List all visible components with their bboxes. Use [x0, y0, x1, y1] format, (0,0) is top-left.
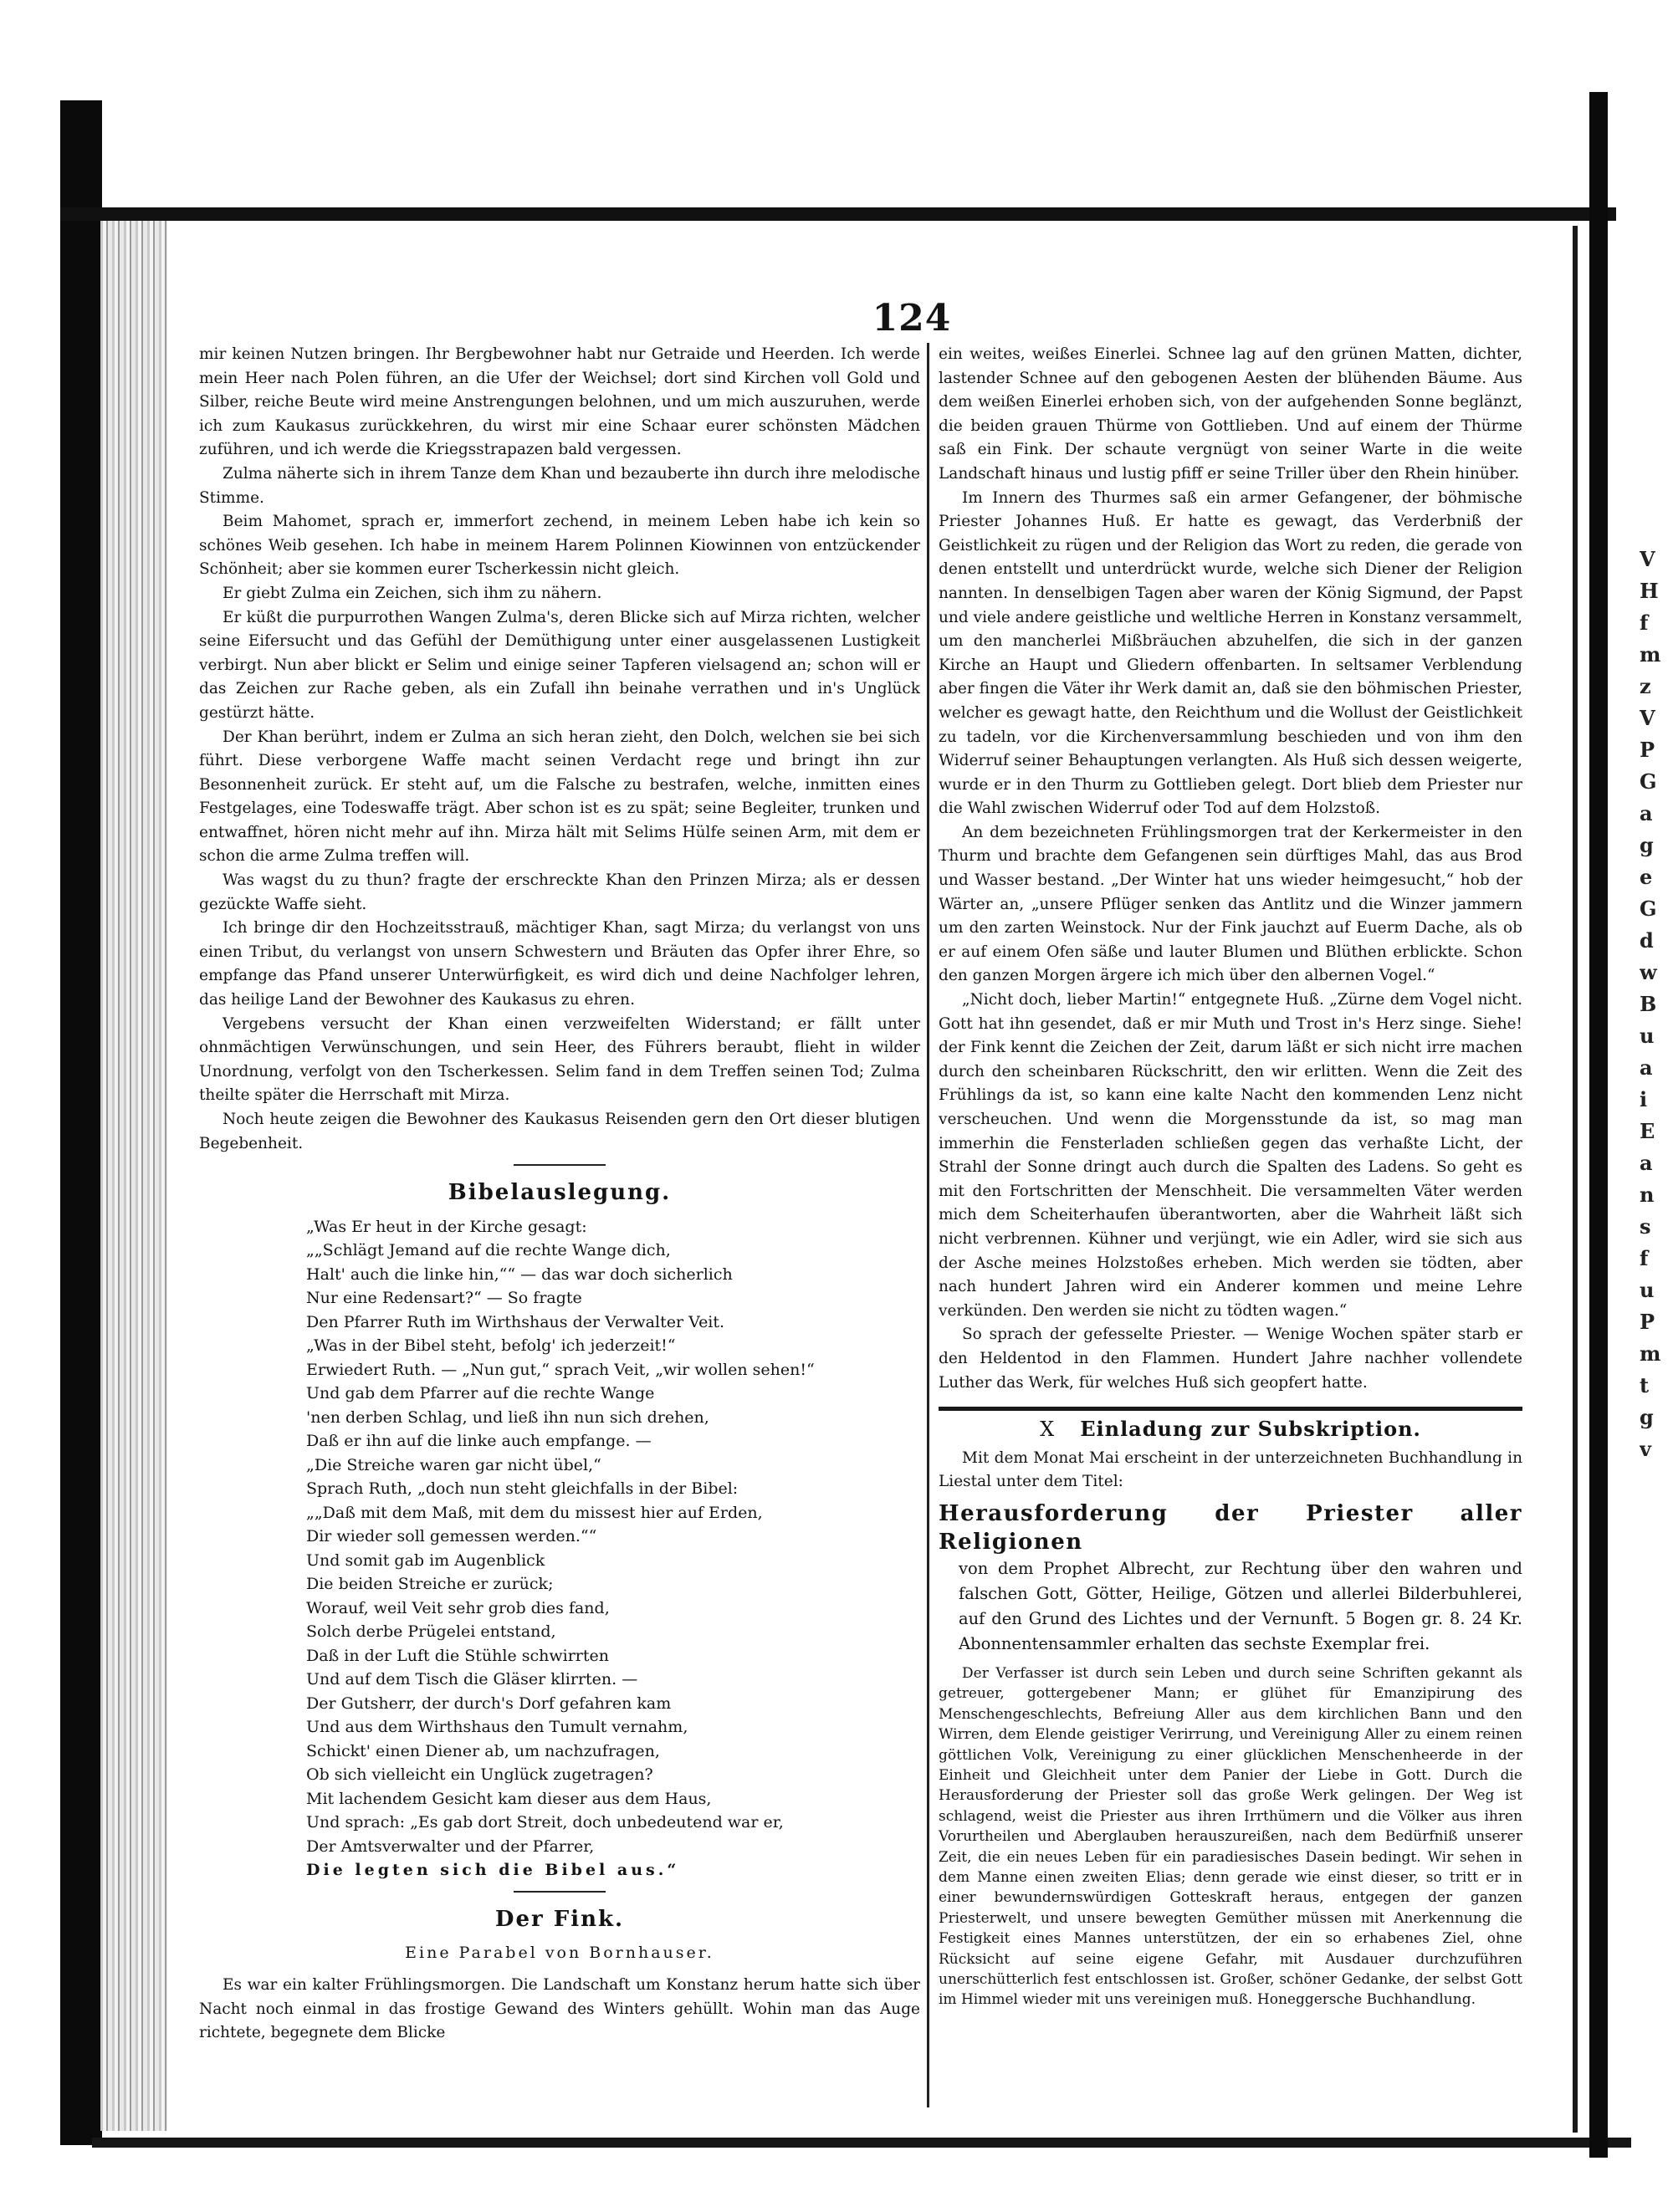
paragraph: An dem bezeichneten Frühlingsmorgen trat der Kerkermeister in den Thurm und brachte dem Gefangenen sein dürftiges Mahl, das aus Brod und Wasser bestand. „Der Winter hat uns wieder heimgesucht,“ hob der Wärter an, „unsere Pflüger senken das Antlitz und die Winzer jammern um den zarten Weinstock. Nur der Fink jauchzt auf Euerm Dache, als ob er auf einem Ofen säße und lauter Blumen und Blüthen erblickte. Schon den ganzen Morgen ärgere ich mich über den albernen Vogel.“ — [939, 823, 1522, 985]
poem-line: Den Pfarrer Ruth im Wirthshaus der Verwalter Veit. — [306, 1312, 725, 1331]
story-opening: Es war ein kalter Frühlingsmorgen. Die Landschaft um Konstanz herum hatte sich über Nacht noch einmal in das frostige Gewand des Winters gehüllt. Wohin man das Auge richtete, begegnete dem Blicke — [199, 1975, 920, 2042]
poem-line: Die beiden Streiche er zurück; — [306, 1575, 554, 1594]
poem-line: Ob sich vielleicht ein Unglück zugetragen? — [306, 1765, 653, 1785]
adjacent-page-letter: v — [1640, 1437, 1651, 1461]
right-column — [939, 343, 1522, 2010]
right-column-paragraphs — [939, 343, 1522, 1395]
advertisement-title — [939, 1418, 1522, 1442]
adjacent-page-letter: u — [1640, 1278, 1655, 1302]
section-rule — [514, 1891, 606, 1893]
poem-line: Sprach Ruth, „doch nun steht gleichfalls in der Bibel: — [306, 1479, 739, 1499]
advertisement-intro: Mit dem Monat Mai erscheint in der unterzeichneten Buchhandlung in Liestal unter dem Titel: — [939, 1448, 1522, 1491]
poem-line: Mit lachendem Gesicht kam dieser aus dem Haus, — [306, 1789, 712, 1808]
poem-line: „Die Streiche waren gar nicht übel,“ — [306, 1455, 601, 1474]
paragraph: Der Khan berührt, indem er Zulma an sich heran zieht, den Dolch, welchen sie bei sich führt. Diese verborgene Waffe macht seinen Verdacht rege und bringt ihn zur Besonnenheit zurück. Er steht auf, um die Falsche zu bestrafen, welche, inmitten eines Festgelages, eine Todeswaffe trägt. Aber schon ist es zu spät; seine Begleiter, trunken und entwaffnet, hören nicht mehr auf ihn. Mirza hält mit Selims Hülfe seinen Arm, mit dem er schon die arme Zulma treffen will. — [199, 728, 920, 866]
book-spine-edge — [100, 216, 167, 2131]
poem-line: Daß er ihn auf die linke auch empfange. — — [306, 1432, 652, 1451]
adjacent-page-letter: f — [1640, 1246, 1649, 1270]
adjacent-page-letter: G — [1640, 897, 1657, 921]
adjacent-page-letter: i — [1640, 1087, 1648, 1111]
poem-line: Halt' auch die linke hin,““ — das war doch sicherlich — [306, 1264, 733, 1284]
page-right-rule — [1573, 226, 1578, 2133]
left-column — [199, 343, 920, 2046]
scan-bottom-border — [92, 2138, 1631, 2148]
poem-line: Und gab dem Pfarrer auf die rechte Wange — [306, 1384, 655, 1403]
left-column-paragraphs — [199, 343, 920, 1156]
advertisement-rule — [939, 1407, 1522, 1411]
poem-line: Und aus dem Wirthshaus den Tumult vernahm, — [306, 1718, 688, 1737]
scan-top-border — [60, 207, 1616, 221]
poem-line: 'nen derben Schlag, und ließ ihn nun sich drehen, — [306, 1407, 709, 1427]
adjacent-page-letter: m — [1640, 1341, 1661, 1366]
adjacent-page-letter: s — [1640, 1214, 1651, 1239]
poem-line: Nur eine Redensart?“ — So fragte — [306, 1289, 582, 1308]
section-rule — [514, 1164, 606, 1166]
scan-left-edge — [60, 100, 102, 2145]
adjacent-page-letter: w — [1640, 960, 1657, 984]
paragraph: Noch heute zeigen die Bewohner des Kaukasus Reisenden gern den Ort dieser blutigen Begebenheit. — [199, 1111, 920, 1152]
paragraph: Ich bringe dir den Hochzeitsstrauß, mächtiger Khan, sagt Mirza; du verlangst von uns einen Tribut, du verlangst von unsern Schwestern und Bräuten das Opfer ihrer Ehre, so empfange das Pfand unserer Unterwürfigkeit, es wird dich und deine Nachfolger lehren, das heilige Land der Bewohner des Kaukasus zu ehren. — [199, 919, 920, 1009]
paragraph: Vergebens versucht der Khan einen verzweifelten Widerstand; er fällt unter ohnmächtigen Verwünschungen, und sein Heer, des Führers beraubt, flieht in wilder Unordnung, verfolgt von den Tscherkessen. Selim fand in dem Treffen seinen Tod; Zulma theilte später die Herrschaft mit Mirza. — [199, 1014, 920, 1105]
adjacent-page-letter: d — [1640, 928, 1654, 953]
adjacent-page-letter: f — [1640, 610, 1649, 635]
paragraph: Er giebt Zulma ein Zeichen, sich ihm zu nähern. — [223, 584, 602, 602]
adjacent-page-letter: P — [1640, 1310, 1655, 1334]
adjacent-page-letter: m — [1640, 642, 1661, 667]
poem-line: Und somit gab im Augenblick — [306, 1550, 545, 1570]
poem-line: „„Schlägt Jemand auf die rechte Wange dich, — [306, 1241, 671, 1260]
advertisement-book-title: Herausforderung der Priester aller Religionen — [939, 1500, 1522, 1555]
adjacent-page-letter: P — [1640, 738, 1655, 762]
adjacent-page-letter: z — [1640, 674, 1651, 698]
adjacent-page-letter: a — [1640, 801, 1653, 825]
adjacent-page-letter: g — [1640, 833, 1654, 857]
paragraph: „Nicht doch, lieber Martin!“ entgegnete Huß. „Zürne dem Vogel nicht. Gott hat ihn gesendet, daß er mir Muth und Trost in's Herz singe. Siehe! der Fink kennt die Zeichen der Zeit, darum läßt er sich nicht irre machen durch den scheinbaren Rückschritt, den wir erlitten. Wenn die Zeit des Frühlings da ist, so kann eine kalte Nacht den kommenden Lenz nicht verscheuchen. Und wenn die Morgensstunde da ist, so mag man immerhin die Fensterladen schließen gegen das verhaßte Licht, der Strahl der Sonne dringt auch durch die Spalten des Ladens. So geht es mit den Fortschritten der Menschheit. Die versammelten Väter werden mich dem Scheiterhaufen überantworten, aber die Wahrheit läßt sich nicht verbrennen. Kühner und verjüngt, wie ein Adler, wird sie sich aus der Asche meines Holzstoßes erheben. Mich werden sie tödten, aber nach hundert Jahren wird ein Anderer kommen und meine Lehre verkünden. Den werden sie nicht zu tödten wagen.“ — [939, 991, 1522, 1320]
adjacent-page-letter: a — [1640, 1055, 1653, 1080]
poem-line: „Was Er heut in der Kirche gesagt: — [306, 1217, 587, 1236]
poem-line: Die legten sich die Bibel aus.“ — [306, 1861, 680, 1880]
adjacent-page-letter: e — [1640, 865, 1653, 889]
paragraph: So sprach der gefesselte Priester. — Wenige Wochen später starb er den Heldentod in den Flammen. Hundert Jahre nachher vollendete Luther das Werk, für welches Huß sich geopfert hatte. — [939, 1326, 1522, 1392]
scan-gutter-shadow — [1589, 92, 1608, 2158]
paragraph: Was wagst du zu thun? fragte der erschreckte Khan den Prinzen Mirza; als er dessen gezückte Waffe sieht. — [199, 871, 920, 913]
poem-line: Worauf, weil Veit sehr grob dies fand, — [306, 1598, 610, 1617]
page-number: 124 — [872, 297, 952, 340]
adjacent-page-letter: u — [1640, 1024, 1655, 1048]
adjacent-page-letter: G — [1640, 769, 1657, 794]
advertisement-book-details: von dem Prophet Albrecht, zur Rechtung über den wahren und falschen Gott, Götter, Heilige, Götzen und allerlei Bilderbuhlerei, auf den Grund des Lichtes und der Vernunft. 5 Bogen gr. 8. 24 Kr. Abonnentensammler erhalten das sechste Exemplar frei. — [959, 1558, 1522, 1653]
adjacent-page-letter: a — [1640, 1151, 1653, 1175]
poem-line: Der Gutsherr, der durch's Dorf gefahren kam — [306, 1693, 672, 1713]
paragraph: Zulma näherte sich in ihrem Tanze dem Khan und bezauberte ihn durch ihre melodische Stimme. — [199, 464, 920, 507]
paragraph: Beim Mahomet, sprach er, immerfort zechend, in meinem Leben habe ich kein so schönes Weib gesehen. Ich habe in meinem Harem Polinnen Kiowinnen von entzückender Schönheit; aber sie kommen eurer Tscherkessin nicht gleich. — [199, 513, 920, 579]
poem-line: Erwiedert Ruth. — „Nun gut,“ sprach Veit, „wir wollen sehen!“ — [306, 1360, 815, 1379]
poem — [199, 1215, 920, 1882]
poem-line: Und sprach: „Es gab dort Streit, doch unbedeutend war er, — [306, 1813, 784, 1832]
adjacent-page-letter: V — [1640, 547, 1655, 571]
story-subtitle: Eine Parabel von Bornhauser. — [405, 1944, 714, 1963]
paragraph: Er küßt die purpurrothen Wangen Zulma's, deren Blicke sich auf Mirza richten, welcher seine Eifersucht und das Gefühl der Demüthigung unter einer ausgelassenen Lustigkeit verbirgt. Nun aber blickt er Selim und einige seiner Tapferen vielsagend an; schon will er das Zeichen zur Rache geben, als ein Zufall ihn beinahe verrathen und in's Unglück gestürzt hätte. — [199, 608, 920, 722]
story-title: Der Fink. — [494, 1906, 625, 1932]
adjacent-page-letter: V — [1640, 706, 1655, 730]
poem-title: Bibelauslegung. — [448, 1180, 672, 1206]
poem-line: Solch derbe Prügelei entstand, — [306, 1622, 556, 1642]
paragraph: Im Innern des Thurmes saß ein armer Gefangener, der böhmische Priester Johannes Huß. Er hatte es gewagt, das Verderbniß der Geistlichkeit zu rügen und der Religion das Wort zu reden, die gerade von denen entstellt und unterdrückt wurde, welche sich Diener der Religion nannten. In denselbigen Tagen aber waren der König Sigmund, der Papst und viele andere geistliche und weltliche Herren in Konstanz versammelt, um den mancherlei Mißbräuchen abzuhelfen, die sich in der ganzen Kirche an Haupt und Gliedern offenbarten. In seltsamer Verblendung aber fingen die Väter ihr Werk damit an, daß sie den böhmischen Priester, welcher es gewagt hatte, den Reichthum und die Wollust der Geistlichkeit zu tadeln, vor die Kirchenversammlung beschieden und von ihm den Widerruf seiner Behauptungen verlangten. Als Huß sich dessen weigerte, wurde er in den Thurm zu Gottlieben gelegt. Dort blieb dem Priester nur die Wahl zwischen Widerruf oder Tod auf dem Holzstoß. — [939, 488, 1522, 818]
advertisement-description: Der Verfasser ist durch sein Leben und durch seine Schriften gekannt als getreuer, gottergebener Mann; er glühet für Emanzipirung des Menschengeschlechts, Befreiung Aller aus dem kirchlichen Bann und den Wirren, dem Elende geistiger Verirrung, und Vereinigung Aller zu einem reinen göttlichen Volk, Vereinigung zu einer glücklichen Menschenheerde in der Einheit und Gleichheit unter dem Panier der Liebe in Gott. Durch die Herausforderung der Priester soll das große Werk gelingen. Der Weg ist schlagend, weist die Priester aus ihren Irrthümern und die Völker aus ihren Vorurtheilen und Aberglauben herauszureißen, nach dem Bedürfniß unserer Zeit, die ein neues Leben für ein paradiesisches Dasein bedingt. Wir sehen in dem Manne einen zweiten Elias; denn gerade wie einst dieser, so tritt er in einer bewundernswürdigen Gotteskraft heraus, entgegen der ganzen Priesterwelt, und unsere bewegten Gemüther müssen mit Anerkennung die Festigkeit eines Mannes unterstützen, der ein so erhabenes Ziel, ohne Rücksicht auf seine eigene Gefahr, mit Ausdauer durchzuführen unerschütterlich fest entschlossen ist. Großer, schöner Gedanke, der selbst Gott im Himmel wieder mit uns vereinigen muß. Honeggersche Buchhandlung. — [939, 1664, 1522, 2009]
adjacent-page-letter: E — [1640, 1119, 1655, 1143]
scan-top-margin — [0, 0, 1673, 216]
adjacent-page-letter: g — [1640, 1405, 1654, 1429]
adjacent-page-letter: B — [1640, 992, 1657, 1016]
adjacent-page-letter: H — [1640, 579, 1659, 603]
paragraph: mir keinen Nutzen bringen. Ihr Bergbewohner habt nur Getraide und Heerden. Ich werde mein Heer nach Polen führen, an die Ufer der Weichsel; dort sind Kirchen voll Gold und Silber, reiche Beute wird meine Anstrengungen belohnen, und um mich auszuruhen, werde ich zum Kaukasus zurückkehren, du wirst mir eine Schaar eurer schönsten Mädchen zuführen, und ich werde die Kriegsstrapazen bald vergessen. — [199, 345, 920, 459]
poem-line: Daß in der Luft die Stühle schwirrten — [306, 1646, 609, 1665]
poem-line: Und auf dem Tisch die Gläser klirrten. — — [306, 1670, 638, 1689]
poem-line: Dir wieder soll gemessen werden.““ — [306, 1527, 597, 1546]
advertisement-title-text: Einladung zur Subskription. — [1080, 1417, 1421, 1442]
poem-line: Der Amtsverwalter und der Pfarrer, — [306, 1837, 595, 1856]
poem-line: „Was in der Bibel steht, befolg' ich jederzeit!“ — [306, 1336, 676, 1356]
adjacent-page-letter: t — [1640, 1373, 1650, 1397]
adjacent-page-fragment — [1640, 544, 1673, 1965]
adjacent-page-letter: n — [1640, 1183, 1655, 1207]
paragraph: ein weites, weißes Einerlei. Schnee lag auf den grünen Matten, dichter, lastender Schnee auf den gebogenen Aesten der blühenden Bäume. Aus dem weißen Einerlei erhoben sich, von der aufgehenden Sonne beglänzt, die beiden grauen Thürme von Gottlieben. Und auf einem der Thürme saß ein Fink. Der schaute vergnügt von seiner Warte in die weite Landschaft hinaus und lustig pfiff er seine Triller über den Rhein hinüber. — [939, 345, 1522, 483]
column-divider — [927, 343, 929, 2107]
poem-line: Schickt' einen Diener ab, um nachzufragen, — [306, 1741, 660, 1760]
handwritten-x-mark: X — [1040, 1418, 1056, 1442]
poem-line: „„Daß mit dem Maß, mit dem du missest hier auf Erden, — [306, 1503, 763, 1522]
